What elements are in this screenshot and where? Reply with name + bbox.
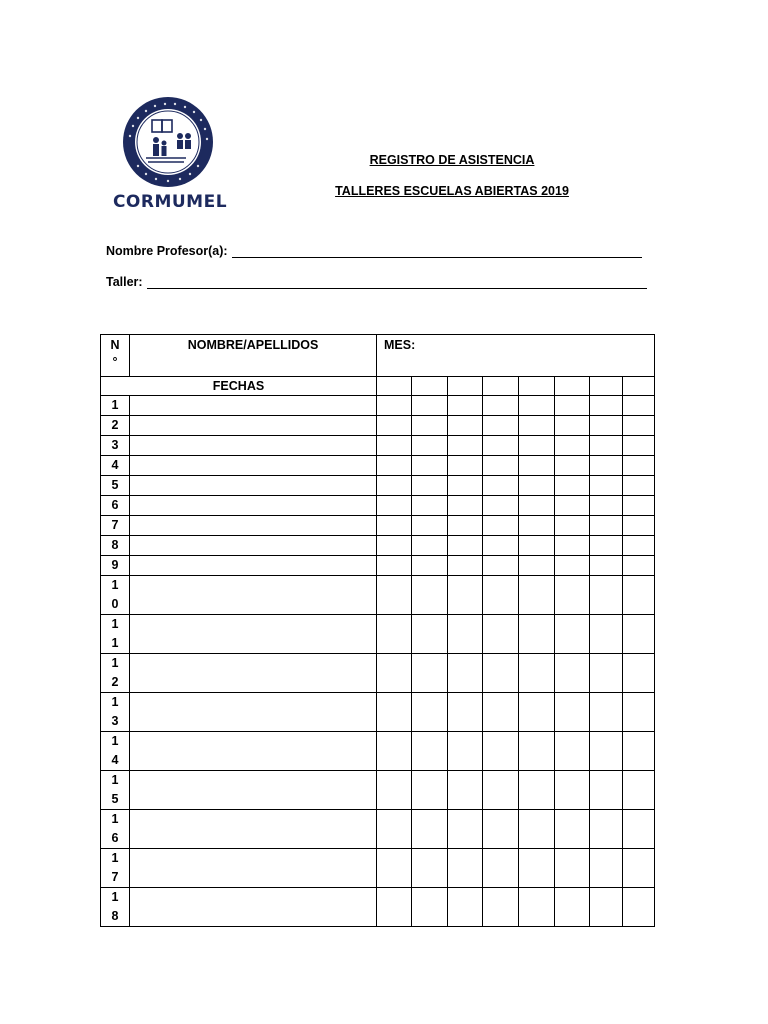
attendance-cell[interactable] <box>377 516 412 536</box>
attendance-cell[interactable] <box>555 456 590 476</box>
row-number-digit: 1 <box>111 851 119 865</box>
attendance-cell[interactable] <box>483 615 519 654</box>
table-row <box>101 496 655 516</box>
student-name-cell[interactable] <box>130 476 377 496</box>
attendance-cell[interactable] <box>483 536 519 556</box>
attendance-cell[interactable] <box>377 693 412 732</box>
attendance-cell[interactable] <box>412 496 448 516</box>
attendance-cell[interactable] <box>590 654 623 693</box>
table-row <box>101 693 655 732</box>
attendance-cell[interactable] <box>412 436 448 456</box>
page-subtitle: TALLERES ESCUELAS ABIERTAS 2019 <box>335 184 569 198</box>
attendance-cell[interactable] <box>448 771 483 810</box>
attendance-cell[interactable] <box>555 556 590 576</box>
row-number-digit: 1 <box>111 398 119 412</box>
row-number-digit: 1 <box>111 656 119 670</box>
attendance-cell[interactable] <box>448 732 483 771</box>
workshop-field[interactable] <box>106 275 647 289</box>
date-cell[interactable] <box>377 377 412 396</box>
row-number <box>101 456 130 476</box>
row-number-digit: 6 <box>111 831 119 845</box>
attendance-cell[interactable] <box>590 693 623 732</box>
attendance-cell[interactable] <box>519 576 555 615</box>
table-row <box>101 771 655 810</box>
attendance-cell[interactable] <box>483 436 519 456</box>
attendance-cell[interactable] <box>555 693 590 732</box>
attendance-cell[interactable] <box>590 436 623 456</box>
attendance-cell[interactable] <box>555 849 590 888</box>
attendance-cell[interactable] <box>483 516 519 536</box>
attendance-cell[interactable] <box>623 436 655 456</box>
attendance-cell[interactable] <box>412 456 448 476</box>
date-cell[interactable] <box>555 377 590 396</box>
attendance-cell[interactable] <box>623 536 655 556</box>
row-number <box>101 416 130 436</box>
attendance-cell[interactable] <box>590 536 623 556</box>
attendance-cell[interactable] <box>483 654 519 693</box>
row-number-digit: 1 <box>111 578 119 592</box>
attendance-cell[interactable] <box>623 416 655 436</box>
row-number-digit: 6 <box>111 498 119 512</box>
attendance-cell[interactable] <box>448 516 483 536</box>
attendance-cell[interactable] <box>412 654 448 693</box>
row-number <box>101 576 130 615</box>
attendance-cell[interactable] <box>519 476 555 496</box>
student-name-cell[interactable] <box>130 654 377 693</box>
attendance-cell[interactable] <box>377 771 412 810</box>
table-row <box>101 416 655 436</box>
attendance-cell[interactable] <box>448 615 483 654</box>
row-number <box>101 516 130 536</box>
attendance-cell[interactable] <box>555 576 590 615</box>
table-row <box>101 516 655 536</box>
student-name-cell[interactable] <box>130 693 377 732</box>
attendance-cell[interactable] <box>519 654 555 693</box>
row-number-digit: 1 <box>111 812 119 826</box>
attendance-cell[interactable] <box>590 615 623 654</box>
date-cell[interactable] <box>623 377 655 396</box>
attendance-cell[interactable] <box>448 576 483 615</box>
attendance-cell[interactable] <box>412 396 448 416</box>
date-cell[interactable] <box>519 377 555 396</box>
attendance-cell[interactable] <box>623 556 655 576</box>
attendance-cell[interactable] <box>483 849 519 888</box>
table-row <box>101 810 655 849</box>
attendance-table <box>100 334 655 927</box>
student-name-cell[interactable] <box>130 496 377 516</box>
attendance-cell[interactable] <box>377 654 412 693</box>
row-number-digit: 0 <box>111 597 119 611</box>
row-number-digit: 8 <box>111 909 119 923</box>
dates-row <box>101 377 655 396</box>
student-name-cell[interactable] <box>130 771 377 810</box>
attendance-cell[interactable] <box>555 536 590 556</box>
student-name-cell[interactable] <box>130 810 377 849</box>
table-row <box>101 436 655 456</box>
attendance-cell[interactable] <box>448 396 483 416</box>
row-number-digit: 1 <box>111 734 119 748</box>
row-number <box>101 436 130 456</box>
attendance-cell[interactable] <box>412 849 448 888</box>
table-row <box>101 456 655 476</box>
row-number-digit: 2 <box>111 418 119 432</box>
attendance-cell[interactable] <box>377 496 412 516</box>
attendance-cell[interactable] <box>590 516 623 536</box>
logo-wordmark: CORMUMEL <box>112 192 228 212</box>
attendance-cell[interactable] <box>448 810 483 849</box>
table-row <box>101 849 655 888</box>
attendance-cell[interactable] <box>412 556 448 576</box>
attendance-cell[interactable] <box>448 496 483 516</box>
attendance-cell[interactable] <box>519 810 555 849</box>
attendance-cell[interactable] <box>555 416 590 436</box>
attendance-cell[interactable] <box>448 693 483 732</box>
attendance-cell[interactable] <box>519 516 555 536</box>
attendance-cell[interactable] <box>519 436 555 456</box>
row-number-digit: 4 <box>111 753 119 767</box>
table-row <box>101 536 655 556</box>
attendance-cell[interactable] <box>377 476 412 496</box>
student-name-cell[interactable] <box>130 615 377 654</box>
row-number <box>101 810 130 849</box>
attendance-cell[interactable] <box>623 888 655 927</box>
row-number-digit: 8 <box>111 538 119 552</box>
attendance-cell[interactable] <box>555 476 590 496</box>
attendance-cell[interactable] <box>483 416 519 436</box>
date-cell[interactable] <box>483 377 519 396</box>
attendance-cell[interactable] <box>412 536 448 556</box>
attendance-cell[interactable] <box>555 436 590 456</box>
student-name-cell[interactable] <box>130 536 377 556</box>
teacher-name-field[interactable] <box>106 244 642 258</box>
row-number-digit: 1 <box>111 890 119 904</box>
teacher-name-label: Nombre Profesor(a): <box>106 244 228 258</box>
attendance-cell[interactable] <box>483 556 519 576</box>
attendance-cell[interactable] <box>623 496 655 516</box>
row-number-digit: 9 <box>111 558 119 572</box>
student-name-cell[interactable] <box>130 888 377 927</box>
logo-emblem-icon <box>108 96 232 192</box>
table-row <box>101 888 655 927</box>
row-number-digit: 3 <box>111 438 119 452</box>
table-row <box>101 576 655 615</box>
attendance-cell[interactable] <box>448 654 483 693</box>
attendance-cell[interactable] <box>623 810 655 849</box>
student-name-cell[interactable] <box>130 516 377 536</box>
attendance-cell[interactable] <box>590 496 623 516</box>
attendance-cell[interactable] <box>590 771 623 810</box>
number-header-line2: ° <box>112 355 118 369</box>
student-name-cell[interactable] <box>130 416 377 436</box>
attendance-cell[interactable] <box>448 888 483 927</box>
attendance-cell[interactable] <box>519 732 555 771</box>
attendance-cell[interactable] <box>483 693 519 732</box>
row-number <box>101 693 130 732</box>
attendance-cell[interactable] <box>590 396 623 416</box>
attendance-cell[interactable] <box>377 416 412 436</box>
number-header-line1: N <box>110 338 120 352</box>
date-cell[interactable] <box>590 377 623 396</box>
attendance-cell[interactable] <box>412 516 448 536</box>
attendance-cell[interactable] <box>519 615 555 654</box>
attendance-cell[interactable] <box>448 456 483 476</box>
attendance-cell[interactable] <box>483 456 519 476</box>
attendance-cell[interactable] <box>448 849 483 888</box>
attendance-cell[interactable] <box>412 615 448 654</box>
name-column-header: NOMBRE/APELLIDOS <box>130 335 377 377</box>
attendance-cell[interactable] <box>555 396 590 416</box>
attendance-cell[interactable] <box>590 849 623 888</box>
attendance-cell[interactable] <box>623 849 655 888</box>
attendance-cell[interactable] <box>519 416 555 436</box>
attendance-cell[interactable] <box>448 416 483 436</box>
attendance-cell[interactable] <box>412 576 448 615</box>
attendance-cell[interactable] <box>623 615 655 654</box>
attendance-cell[interactable] <box>519 888 555 927</box>
student-name-cell[interactable] <box>130 576 377 615</box>
table-row <box>101 654 655 693</box>
attendance-cell[interactable] <box>555 732 590 771</box>
attendance-cell[interactable] <box>448 476 483 496</box>
row-number-digit: 7 <box>111 518 119 532</box>
row-number <box>101 556 130 576</box>
attendance-cell[interactable] <box>590 556 623 576</box>
student-name-cell[interactable] <box>130 396 377 416</box>
attendance-cell[interactable] <box>483 496 519 516</box>
attendance-cell[interactable] <box>519 496 555 516</box>
attendance-cell[interactable] <box>623 771 655 810</box>
attendance-cell[interactable] <box>448 436 483 456</box>
attendance-cell[interactable] <box>519 771 555 810</box>
attendance-cell[interactable] <box>590 456 623 476</box>
attendance-cell[interactable] <box>412 810 448 849</box>
attendance-cell[interactable] <box>377 556 412 576</box>
attendance-cell[interactable] <box>623 732 655 771</box>
row-number-digit: 2 <box>111 675 119 689</box>
attendance-cell[interactable] <box>555 615 590 654</box>
attendance-cell[interactable] <box>483 396 519 416</box>
attendance-cell[interactable] <box>483 810 519 849</box>
cormumel-logo <box>108 96 232 214</box>
attendance-cell[interactable] <box>519 396 555 416</box>
row-number <box>101 615 130 654</box>
student-name-cell[interactable] <box>130 732 377 771</box>
attendance-cell[interactable] <box>623 516 655 536</box>
attendance-cell[interactable] <box>590 416 623 436</box>
table-row <box>101 615 655 654</box>
attendance-cell[interactable] <box>555 771 590 810</box>
row-number <box>101 536 130 556</box>
attendance-cell[interactable] <box>377 396 412 416</box>
attendance-cell[interactable] <box>412 732 448 771</box>
row-number <box>101 654 130 693</box>
row-number <box>101 888 130 927</box>
row-number <box>101 496 130 516</box>
row-number <box>101 396 130 416</box>
attendance-cell[interactable] <box>519 556 555 576</box>
number-column-header <box>101 335 130 377</box>
attendance-cell[interactable] <box>590 576 623 615</box>
attendance-cell[interactable] <box>555 516 590 536</box>
attendance-cell[interactable] <box>623 693 655 732</box>
row-number-digit: 3 <box>111 714 119 728</box>
row-number <box>101 771 130 810</box>
attendance-cell[interactable] <box>377 810 412 849</box>
student-name-cell[interactable] <box>130 456 377 476</box>
workshop-label: Taller: <box>106 275 143 289</box>
row-number-digit: 1 <box>111 773 119 787</box>
attendance-cell[interactable] <box>377 536 412 556</box>
row-number <box>101 476 130 496</box>
attendance-cell[interactable] <box>412 693 448 732</box>
table-header-row <box>101 335 655 377</box>
row-number-digit: 1 <box>111 636 119 650</box>
attendance-cell[interactable] <box>483 576 519 615</box>
attendance-cell[interactable] <box>623 476 655 496</box>
row-number-digit: 5 <box>111 478 119 492</box>
attendance-cell[interactable] <box>483 888 519 927</box>
attendance-cell[interactable] <box>555 810 590 849</box>
row-number-digit: 5 <box>111 792 119 806</box>
attendance-cell[interactable] <box>377 456 412 476</box>
row-number <box>101 849 130 888</box>
teacher-name-blank[interactable] <box>232 245 642 258</box>
attendance-cell[interactable] <box>377 849 412 888</box>
attendance-cell[interactable] <box>623 654 655 693</box>
workshop-blank[interactable] <box>147 276 647 289</box>
row-number-digit: 7 <box>111 870 119 884</box>
attendance-cell[interactable] <box>412 416 448 436</box>
table-row <box>101 476 655 496</box>
attendance-cell[interactable] <box>590 810 623 849</box>
attendance-cell[interactable] <box>377 888 412 927</box>
attendance-cell[interactable] <box>377 615 412 654</box>
row-number-digit: 1 <box>111 695 119 709</box>
student-name-cell[interactable] <box>130 436 377 456</box>
attendance-cell[interactable] <box>519 536 555 556</box>
row-number-digit: 1 <box>111 617 119 631</box>
date-cell[interactable] <box>412 377 448 396</box>
attendance-cell[interactable] <box>623 456 655 476</box>
attendance-cell[interactable] <box>448 556 483 576</box>
attendance-cell[interactable] <box>590 732 623 771</box>
row-number <box>101 732 130 771</box>
attendance-cell[interactable] <box>555 496 590 516</box>
attendance-cell[interactable] <box>519 456 555 476</box>
attendance-cell[interactable] <box>623 576 655 615</box>
student-name-cell[interactable] <box>130 556 377 576</box>
attendance-cell[interactable] <box>412 888 448 927</box>
attendance-cell[interactable] <box>519 693 555 732</box>
dates-label: FECHAS <box>101 377 377 396</box>
table-row <box>101 732 655 771</box>
attendance-cell[interactable] <box>412 476 448 496</box>
attendance-cell[interactable] <box>377 732 412 771</box>
month-column-header[interactable]: MES: <box>377 335 655 377</box>
attendance-cell[interactable] <box>519 849 555 888</box>
student-name-cell[interactable] <box>130 849 377 888</box>
attendance-cell[interactable] <box>483 476 519 496</box>
attendance-cell[interactable] <box>590 476 623 496</box>
table-row <box>101 396 655 416</box>
attendance-cell[interactable] <box>377 436 412 456</box>
attendance-cell[interactable] <box>555 654 590 693</box>
attendance-cell[interactable] <box>590 888 623 927</box>
attendance-cell[interactable] <box>412 771 448 810</box>
attendance-cell[interactable] <box>483 771 519 810</box>
attendance-cell[interactable] <box>623 396 655 416</box>
date-cell[interactable] <box>448 377 483 396</box>
table-row <box>101 556 655 576</box>
page-title: REGISTRO DE ASISTENCIA <box>369 153 535 167</box>
attendance-cell[interactable] <box>448 536 483 556</box>
attendance-cell[interactable] <box>483 732 519 771</box>
attendance-cell[interactable] <box>555 888 590 927</box>
attendance-cell[interactable] <box>377 576 412 615</box>
row-number-digit: 4 <box>111 458 119 472</box>
